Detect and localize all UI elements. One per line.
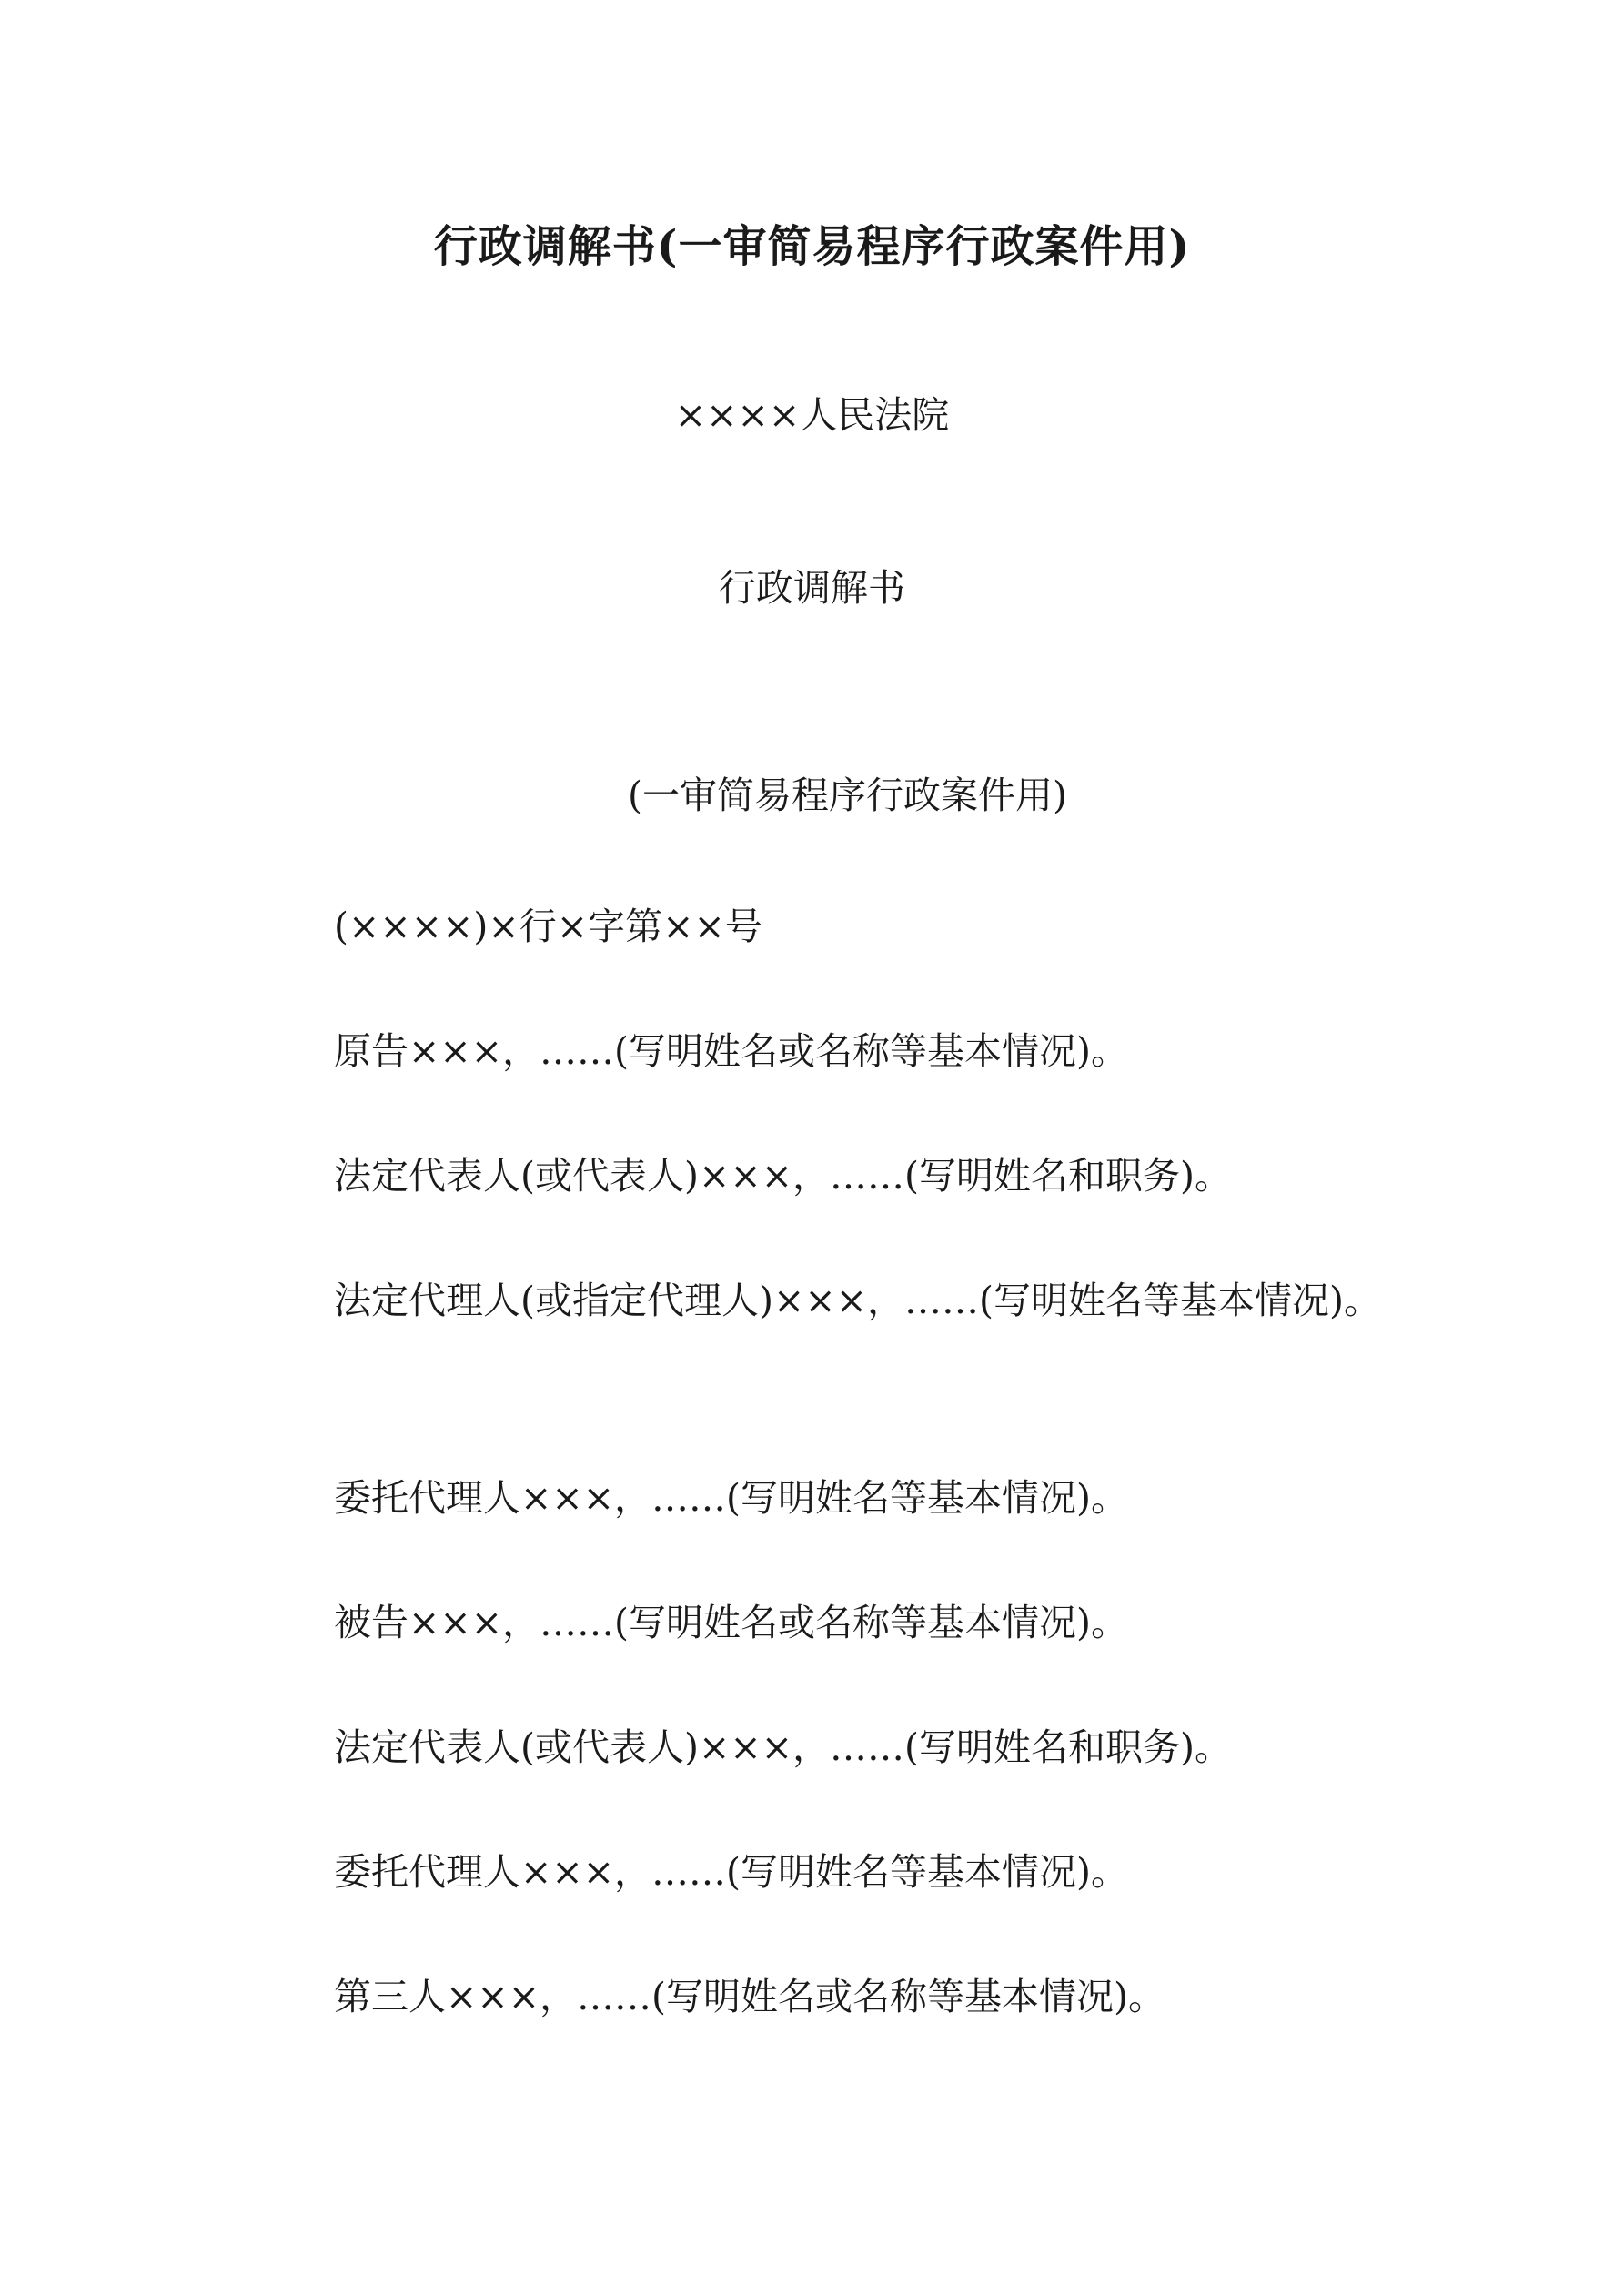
party-defendant-legal-rep: 法定代表人(或代表人)×××，……(写明姓名和职务)。	[334, 1725, 1233, 1769]
party-plaintiff-legal-rep: 法定代表人(或代表人)×××，……(写明姓名和职务)。	[334, 1154, 1233, 1198]
party-plaintiff-statutory-agent: 法定代理人(或指定代理人)×××，……(写明姓名等基本情况)。	[334, 1279, 1382, 1322]
party-third-party: 第三人×××，……(写明姓名或名称等基本情况)。	[334, 1975, 1166, 2018]
document-subtitle: (一审简易程序行政案件用)	[628, 774, 1067, 817]
party-defendant: 被告×××，……(写明姓名或名称等基本情况)。	[334, 1601, 1129, 1644]
party-plaintiff-entrusted-agent: 委托代理人×××，……(写明姓名等基本情况)。	[334, 1476, 1129, 1520]
court-name: ××××人民法院	[674, 393, 950, 437]
document-type: 行政调解书	[719, 566, 905, 610]
document-title: 行政调解书(一审简易程序行政案件用)	[433, 221, 1191, 272]
case-number: (××××)×行×字第××号	[334, 905, 762, 948]
party-plaintiff: 原告×××，……(写明姓名或名称等基本情况)。	[334, 1029, 1129, 1073]
party-defendant-entrusted-agent: 委托代理人×××，……(写明姓名等基本情况)。	[334, 1850, 1129, 1894]
